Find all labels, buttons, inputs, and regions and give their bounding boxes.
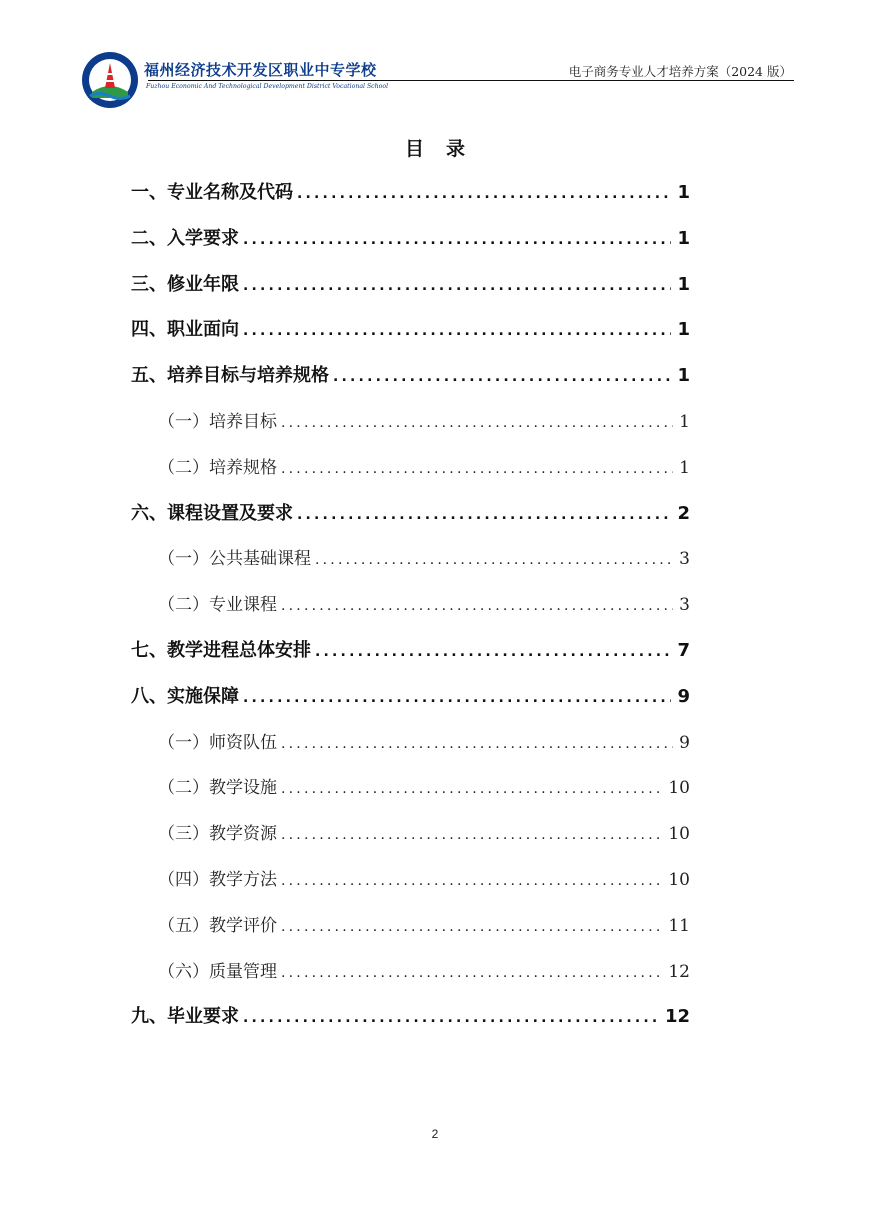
- toc-leader-dots: [243, 323, 671, 339]
- toc-entry-label: （一）培养目标: [158, 412, 277, 432]
- toc-entry[interactable]: [158, 544, 690, 574]
- toc-entry-label: 九、毕业要求: [131, 1006, 239, 1028]
- toc-entry-label: 五、培养目标与培养规格: [131, 365, 329, 387]
- toc-entry-page: 1: [677, 319, 690, 341]
- toc-entry[interactable]: [131, 224, 690, 254]
- toc-leader-dots: [315, 644, 671, 660]
- toc-entry[interactable]: [131, 315, 690, 345]
- toc-entry[interactable]: [131, 636, 690, 666]
- toc-entry[interactable]: [158, 728, 690, 758]
- toc-entry-label: 四、职业面向: [131, 319, 239, 341]
- toc-leader-dots: [297, 186, 671, 202]
- toc-entry[interactable]: [131, 361, 690, 391]
- toc-entry[interactable]: [131, 1002, 690, 1032]
- toc-entry-page: 12: [664, 1006, 690, 1028]
- toc-leader-dots: [281, 781, 662, 797]
- toc-entry[interactable]: [158, 407, 690, 437]
- toc-entry-page: 1: [677, 227, 690, 249]
- toc-entry-page: 9: [677, 685, 690, 707]
- toc-entry-label: （三）教学资源: [158, 824, 277, 845]
- toc-entry-page: 10: [668, 824, 690, 845]
- toc-leader-dots: [281, 598, 673, 614]
- toc-entry-label: （二）教学设施: [158, 778, 277, 799]
- toc-entry-label: 三、修业年限: [131, 273, 239, 295]
- toc-leader-dots: [333, 369, 671, 385]
- toc-entry-label: 八、实施保障: [131, 685, 239, 707]
- toc-entry-label: （一）师资队伍: [158, 732, 277, 753]
- school-logo: [80, 50, 140, 110]
- toc-entry-page: 3: [679, 549, 690, 570]
- toc-leader-dots: [281, 873, 662, 889]
- toc-leader-dots: [243, 690, 671, 706]
- toc-entry-page: 9: [679, 732, 690, 753]
- toc-entry-page: 1: [679, 412, 690, 432]
- toc-entry[interactable]: [158, 773, 690, 803]
- toc-entry-label: （五）教学评价: [158, 915, 277, 936]
- toc-leader-dots: [243, 1010, 659, 1026]
- toc-entry[interactable]: [158, 819, 690, 849]
- toc-entry-page: 11: [668, 915, 690, 936]
- toc-entry-label: （六）质量管理: [158, 961, 277, 982]
- toc-entry[interactable]: [158, 590, 690, 620]
- toc-entry-page: 10: [668, 778, 690, 799]
- toc-entry-page: 1: [677, 273, 690, 295]
- toc-entry-label: （一）公共基础课程: [158, 549, 311, 570]
- toc-entry-page: 1: [679, 457, 690, 478]
- toc-leader-dots: [243, 278, 671, 294]
- toc-entry-label: 二、入学要求: [131, 227, 239, 249]
- toc-entry-label: （二）培养规格: [158, 457, 277, 478]
- toc-heading: 目录: [404, 138, 487, 160]
- toc-entry-label: （二）专业课程: [158, 595, 277, 616]
- toc-entry-page: 10: [668, 870, 690, 890]
- toc-leader-dots: [243, 232, 671, 248]
- toc-entry-label: 一、专业名称及代码: [131, 182, 293, 203]
- toc-entry-label: 六、课程设置及要求: [131, 502, 293, 524]
- page-number: 2: [431, 1127, 439, 1141]
- toc-leader-dots: [315, 552, 673, 568]
- toc-entry-label: 七、教学进程总体安排: [131, 640, 311, 661]
- toc-entry[interactable]: [158, 453, 690, 483]
- toc-entry[interactable]: [131, 178, 690, 208]
- document-title: 电子商务专业人才培养方案（2024 版）: [568, 64, 792, 79]
- toc-leader-dots: [281, 827, 662, 843]
- toc-entry[interactable]: [131, 682, 690, 712]
- toc-entry-page: 12: [668, 961, 690, 982]
- toc-entry[interactable]: [158, 911, 690, 941]
- page-header: [0, 0, 870, 120]
- toc-entry[interactable]: [131, 499, 690, 529]
- toc-leader-dots: [281, 461, 673, 477]
- toc-entry-page: 2: [677, 502, 690, 524]
- toc-entry-page: 1: [677, 182, 690, 203]
- school-name-cn: 福州经济技术开发区职业中专学校: [144, 61, 377, 79]
- toc-leader-dots: [281, 736, 673, 752]
- toc-entry-page: 7: [677, 640, 690, 661]
- school-name-en: Fuzhou Economic And Technological Development District Vocational School: [146, 83, 389, 90]
- toc-entry[interactable]: [158, 957, 690, 987]
- toc-entry-page: 3: [679, 595, 690, 616]
- toc-entry-page: 1: [677, 365, 690, 387]
- toc-leader-dots: [281, 965, 662, 981]
- toc-leader-dots: [297, 507, 671, 523]
- toc-leader-dots: [281, 415, 673, 431]
- header-divider: [148, 80, 794, 81]
- toc-entry-label: （四）教学方法: [158, 870, 277, 890]
- toc-leader-dots: [281, 919, 662, 935]
- toc-entry[interactable]: [131, 270, 690, 300]
- toc-entry[interactable]: [158, 865, 690, 895]
